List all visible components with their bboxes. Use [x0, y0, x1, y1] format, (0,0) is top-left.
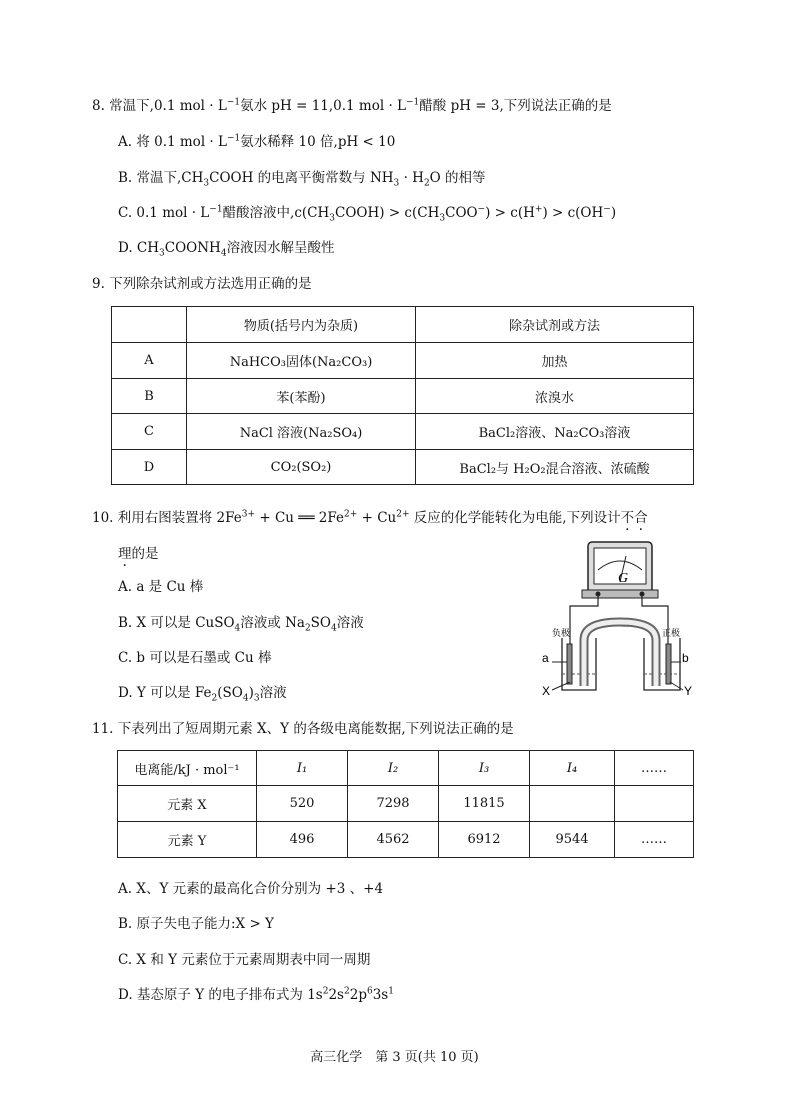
row-label: D	[112, 450, 187, 485]
q10-option-b: B. X 可以是 CuSO$_4$溶液或 $Na_2SO_4$溶液	[118, 615, 364, 634]
positive-electrode-label: 正极	[662, 628, 681, 638]
table-cell	[530, 786, 615, 822]
row-label: 元素 X	[118, 786, 257, 822]
label-a: a	[542, 651, 549, 665]
q11-option-d: D. 基态原子 Y 的电子排布式为 $1s^22s^22p^63s^1$	[118, 986, 394, 1003]
q9-table	[111, 306, 694, 485]
galvanic-cell-diagram	[540, 540, 700, 700]
method-cell: BaCl₂与 H₂O₂混合溶液、浓硫酸	[416, 450, 694, 485]
table-cell: 9544	[530, 822, 615, 858]
table-row	[118, 786, 694, 822]
table-row	[112, 343, 694, 379]
q11-table	[117, 750, 694, 858]
q8-option-a: A. 将 0.1 mol · $L^{-1}$氨水稀释 10 倍,pH < 10	[118, 133, 396, 150]
emphasis-char: 合	[634, 510, 648, 526]
table-header-cell: I₃	[439, 751, 530, 786]
substance-cell: CO₂(SO₂)	[187, 450, 416, 485]
meter-label: G	[618, 571, 629, 586]
table-header-cell: 物质(括号内为杂质)	[187, 307, 416, 343]
row-label: 元素 Y	[118, 822, 257, 858]
table-header-cell: 除杂试剂或方法	[416, 307, 694, 343]
substance-cell: NaCl 溶液(Na₂SO₄)	[187, 414, 416, 450]
table-header-row	[112, 307, 694, 343]
q8-option-d: D. $CH_3COONH_4$溶液因水解呈酸性	[118, 240, 335, 259]
table-cell: 6912	[439, 822, 530, 858]
q11-option-c: C. X 和 Y 元素位于元素周期表中同一周期	[118, 952, 371, 968]
table-header-cell: ……	[615, 751, 694, 786]
method-cell: BaCl₂溶液、Na₂CO₃溶液	[416, 414, 694, 450]
emphasis-char: 理	[118, 546, 132, 562]
negative-electrode-label: 负极	[552, 628, 571, 638]
label-x: X	[542, 684, 551, 698]
page-footer: 高三化学 第 3 页(共 10 页)	[310, 1050, 479, 1065]
q10-stem: 10. 利用右图装置将 $2Fe^{3+} + Cu$ ══ $2Fe^{2+} + Cu^{2+}$ 反应的化学能转化为电能,下列设计不合	[92, 509, 648, 526]
table-cell: 7298	[348, 786, 439, 822]
table-cell: 520	[257, 786, 348, 822]
method-cell: 浓溴水	[416, 379, 694, 414]
q8-option-c: C. 0.1 mol · $L^{-1}$醋酸溶液中$,c(CH_3COOH) > c(CH_3COO^-) > c(H^+) > c(OH^-)$	[118, 204, 617, 224]
method-cell: 加热	[416, 343, 694, 379]
table-row	[112, 414, 694, 450]
q10-stem-line2: 理的是	[118, 546, 159, 562]
table-header-cell: I₄	[530, 751, 615, 786]
table-cell	[615, 786, 694, 822]
q10-option-a: A. a 是 Cu 棒	[118, 579, 204, 595]
label-b: b	[682, 651, 689, 665]
label-y: Y	[684, 684, 693, 698]
q11-stem: 11. 下表列出了短周期元素 X、Y 的各级电离能数据,下列说法正确的是	[92, 721, 514, 737]
table-row	[112, 379, 694, 414]
q8-stem: 8. 常温下,0.1 mol · $L^{-1}$氨水 pH = 11,0.1 mol · $L^{-1}$醋酸 pH = 3,下列说法正确的是	[92, 97, 612, 114]
table-row	[118, 822, 694, 858]
right-beaker	[644, 638, 680, 690]
electrode-b	[666, 644, 671, 684]
table-row	[112, 450, 694, 485]
q11-option-b: B. 原子失电子能力:X > Y	[118, 916, 274, 932]
table-cell: 496	[257, 822, 348, 858]
table-header-cell	[112, 307, 187, 343]
row-label: B	[112, 379, 187, 414]
galvanometer-icon	[582, 542, 658, 598]
electrode-a	[567, 644, 572, 684]
q10-option-c: C. b 可以是石墨或 Cu 棒	[118, 650, 272, 666]
q10-option-d: D. Y 可以是 $Fe_2(SO_4)_3$溶液	[118, 685, 287, 704]
salt-bridge-label: 盐桥	[612, 618, 631, 628]
substance-cell: 苯(苯酚)	[187, 379, 416, 414]
q11-option-a: A. X、Y 元素的最高化合价分别为 +3 、+4	[118, 881, 384, 897]
substance-cell: NaHCO₃固体(Na₂CO₃)	[187, 343, 416, 379]
emphasis-char: 不	[620, 510, 635, 526]
q9-stem: 9. 下列除杂试剂或方法选用正确的是	[92, 276, 312, 292]
table-header-row	[118, 751, 694, 786]
table-header-cell: I₁	[257, 751, 348, 786]
row-label: A	[112, 343, 187, 379]
q8-option-b: B. 常温下$,CH_3COOH$ 的电离平衡常数与 $NH_3 \cdot H_2O$ 的相等	[118, 170, 486, 189]
row-label: C	[112, 414, 187, 450]
table-cell: 11815	[439, 786, 530, 822]
salt-bridge	[584, 622, 656, 686]
table-header-cell: I₂	[348, 751, 439, 786]
table-cell: 4562	[348, 822, 439, 858]
table-header-cell: 电离能/kJ · mol⁻¹	[118, 751, 257, 786]
table-cell: ……	[615, 822, 694, 858]
